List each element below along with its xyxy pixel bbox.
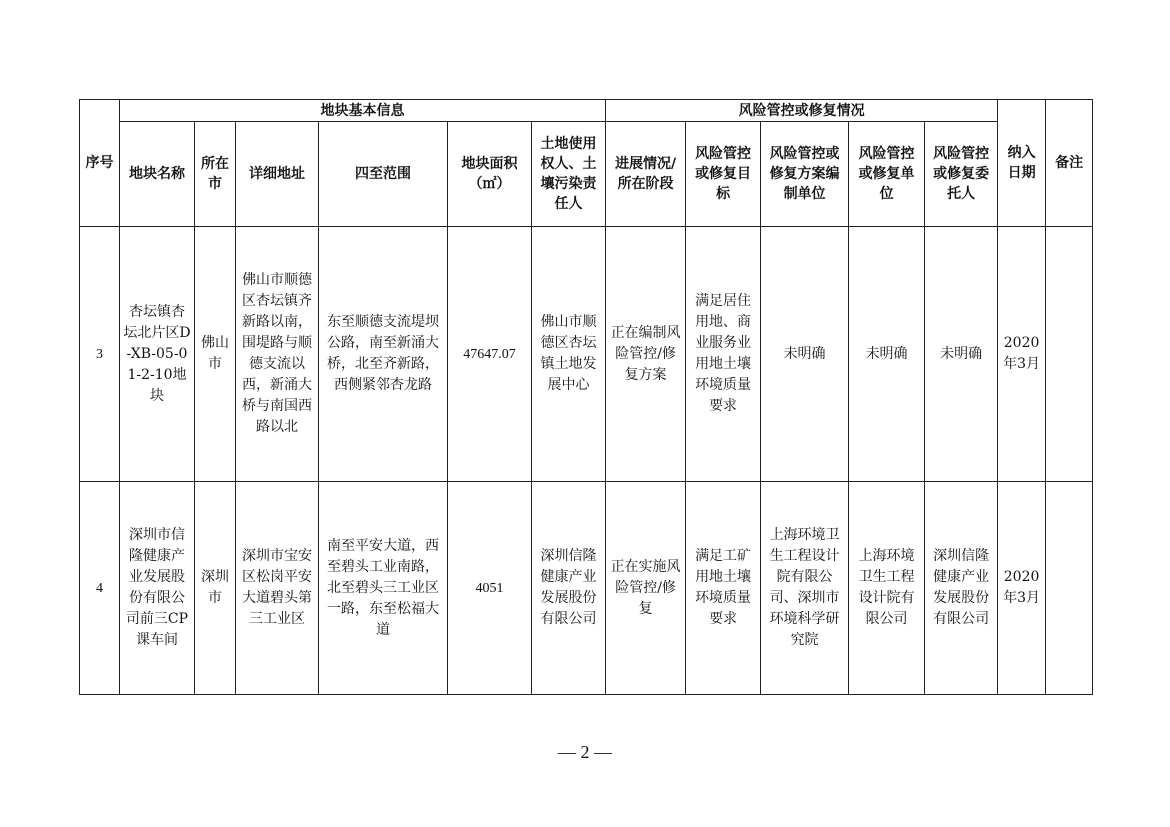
cell-owner: 深圳信隆健康产业发展股份有限公司 bbox=[532, 482, 606, 695]
header-exec-unit: 风险管控或修复单位 bbox=[849, 122, 925, 227]
cell-exec-unit: 上海环境卫生工程设计院有限公司 bbox=[849, 482, 925, 695]
group-header-risk-control: 风险管控或修复情况 bbox=[606, 100, 998, 122]
cell-name: 杏坛镇杏坛北片区D-XB-05-01-2-10地块 bbox=[120, 227, 195, 482]
header-progress: 进展情况/所在阶段 bbox=[606, 122, 686, 227]
cell-address: 深圳市宝安区松岗平安大道碧头第三工业区 bbox=[236, 482, 319, 695]
header-city: 所在市 bbox=[195, 122, 236, 227]
table-row bbox=[80, 227, 1093, 482]
group-header-basic-info: 地块基本信息 bbox=[120, 100, 606, 122]
header-target: 风险管控或修复目标 bbox=[686, 122, 761, 227]
cell-progress: 正在编制风险管控/修复方案 bbox=[606, 227, 686, 482]
header-area: 地块面积（㎡） bbox=[448, 122, 532, 227]
cell-client: 深圳信隆健康产业发展股份有限公司 bbox=[925, 482, 998, 695]
column-header-row bbox=[80, 122, 1093, 227]
cell-target: 满足居住用地、商业服务业用地土壤环境质量要求 bbox=[686, 227, 761, 482]
cell-city: 佛山市 bbox=[195, 227, 236, 482]
page-number: — 2 — bbox=[558, 742, 612, 762]
table-row bbox=[80, 482, 1093, 695]
cell-boundary: 东至顺德支流堤坝公路，南至新涌大桥，北至齐新路，西侧紧邻杏龙路 bbox=[319, 227, 448, 482]
header-plan-unit: 风险管控或修复方案编制单位 bbox=[761, 122, 849, 227]
cell-plan-unit: 上海环境卫生工程设计院有限公司、深圳市环境科学研究院 bbox=[761, 482, 849, 695]
cell-name: 深圳市信隆健康产业发展股份有限公司前三CP课车间 bbox=[120, 482, 195, 695]
cell-date: 2020年3月 bbox=[998, 482, 1046, 695]
header-client: 风险管控或修复委托人 bbox=[925, 122, 998, 227]
cell-remark bbox=[1046, 227, 1093, 482]
cell-city: 深圳市 bbox=[195, 482, 236, 695]
cell-plan-unit: 未明确 bbox=[761, 227, 849, 482]
cell-date: 2020年3月 bbox=[998, 227, 1046, 482]
cell-seq: 4 bbox=[80, 482, 120, 695]
header-date: 纳入日期 bbox=[998, 100, 1046, 227]
cell-area: 4051 bbox=[448, 482, 532, 695]
cell-seq: 3 bbox=[80, 227, 120, 482]
header-remark: 备注 bbox=[1046, 100, 1093, 227]
cell-client: 未明确 bbox=[925, 227, 998, 482]
group-header-row bbox=[80, 100, 1093, 122]
cell-progress: 正在实施风险管控/修复 bbox=[606, 482, 686, 695]
cell-exec-unit: 未明确 bbox=[849, 227, 925, 482]
cell-boundary: 南至平安大道，西至碧头工业南路，北至碧头三工业区一路，东至松福大道 bbox=[319, 482, 448, 695]
site-list-table bbox=[79, 99, 1093, 695]
header-boundary: 四至范围 bbox=[319, 122, 448, 227]
cell-owner: 佛山市顺德区杏坛镇土地发展中心 bbox=[532, 227, 606, 482]
cell-area: 47647.07 bbox=[448, 227, 532, 482]
cell-target: 满足工矿用地土壤环境质量要求 bbox=[686, 482, 761, 695]
header-seq: 序号 bbox=[80, 100, 120, 227]
header-owner: 土地使用权人、土壤污染责任人 bbox=[532, 122, 606, 227]
header-name: 地块名称 bbox=[120, 122, 195, 227]
cell-remark bbox=[1046, 482, 1093, 695]
header-address: 详细地址 bbox=[236, 122, 319, 227]
cell-address: 佛山市顺德区杏坛镇齐新路以南，围堤路与顺德支流以西，新涌大桥与南国西路以北 bbox=[236, 227, 319, 482]
